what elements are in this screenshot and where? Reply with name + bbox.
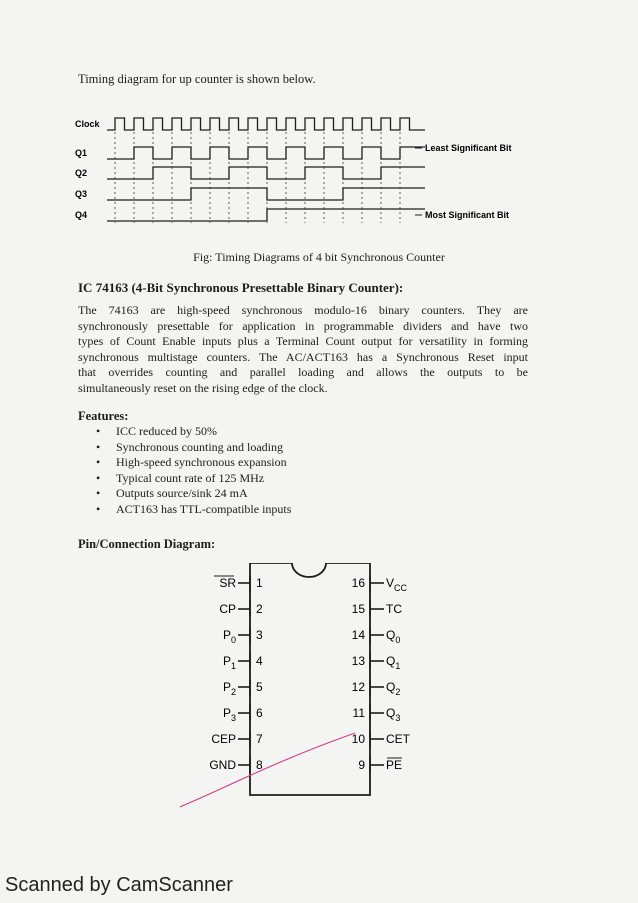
q3-waveform: [107, 188, 425, 200]
svg-text:8: 8: [256, 758, 263, 772]
pin-3: [223, 627, 263, 645]
svg-text:1: 1: [256, 576, 263, 590]
signal-label-q4: Q4: [75, 210, 88, 220]
pin-8: [209, 757, 263, 773]
svg-text:GND: GND: [209, 758, 236, 772]
paragraph-line: that overrides counting and parallel loading and allows the outputs to be: [78, 365, 528, 379]
signal-label-clock: Clock: [75, 119, 100, 129]
features-list: [96, 424, 291, 517]
pin-11: [353, 705, 401, 723]
pen-mark: [180, 733, 355, 811]
intro-text: Timing diagram for up counter is shown below.: [78, 72, 316, 86]
pin-4: [223, 653, 263, 671]
list-item: • High-speed synchronous expansion: [96, 455, 287, 469]
list-item: • Typical count rate of 125 MHz: [96, 470, 265, 485]
q4-waveform: [107, 209, 425, 221]
svg-text:16: 16: [351, 576, 365, 590]
svg-text:CEP: CEP: [211, 732, 236, 746]
pin-13: [352, 653, 401, 671]
svg-text:Q3: $Q_3$: [386, 706, 401, 723]
paragraph-line: The 74163 are high-speed synchronous modulo-16 binary counters. They are: [78, 303, 528, 317]
list-item: • ACT163 has TTL-compatible inputs: [96, 501, 292, 516]
svg-text:6: 6: [256, 706, 263, 720]
svg-text:3: 3: [256, 628, 263, 642]
svg-text:Q0: $Q_0$: [386, 628, 401, 645]
svg-text:2: 2: [256, 602, 263, 616]
scanner-watermark: Scanned by CamScanner: [5, 874, 233, 896]
svg-text:P1: $P_1$: [222, 654, 236, 671]
ic-body: [250, 563, 370, 795]
svg-text:CET: CET: [386, 732, 410, 746]
svg-text:4: 4: [256, 654, 263, 668]
section-heading: IC 74163 (4-Bit Synchronous Presettable Binary Counter):: [78, 280, 404, 295]
svg-text:TC: TC: [386, 602, 402, 616]
svg-text:P2: $P_2$: [222, 680, 236, 697]
svg-text:7: 7: [256, 732, 263, 746]
description-paragraph: [78, 303, 528, 396]
lsb-label: Least Significant Bit: [425, 143, 512, 153]
svg-text:11: 11: [352, 706, 365, 720]
paragraph-line: synchronous multistage counters. The AC/ACT163 has a Synchronous Reset input: [78, 349, 528, 364]
paragraph-line: types of Count Enable inputs plus a Terminal Count output for versatility in forming: [78, 334, 528, 348]
timing-diagram: [70, 108, 540, 228]
clock-waveform: [107, 118, 425, 130]
q2-waveform: [107, 167, 425, 179]
signal-label-q3: Q3: [75, 189, 88, 199]
figure-caption: Fig: Timing Diagrams of 4 bit Synchronous Counter: [193, 250, 445, 264]
pin-1: [214, 575, 263, 591]
q1-waveform: [107, 147, 425, 159]
svg-text:P3: $P_3$: [222, 706, 236, 723]
ic-pinout-diagram: [180, 563, 460, 863]
svg-text:SR: SR: [219, 576, 236, 590]
pin-5: [223, 679, 263, 697]
pin-15: [352, 601, 403, 617]
pin-6: [223, 705, 263, 723]
pin-10: [352, 731, 411, 747]
paragraph-line: simultaneously reset on the rising edge of the clock.: [78, 380, 328, 395]
pin-14: [352, 627, 401, 645]
svg-text:15: 15: [351, 602, 365, 616]
signal-label-q1: Q1: [75, 148, 88, 158]
svg-text:9: 9: [358, 758, 365, 772]
svg-text:PE: PE: [386, 758, 403, 772]
features-heading: Features:: [78, 409, 129, 423]
svg-text:5: 5: [256, 680, 263, 694]
pin-diagram-heading: Pin/Connection Diagram:: [78, 537, 216, 551]
svg-text:10: 10: [351, 732, 365, 746]
svg-text:Q1: $Q_1$: [386, 654, 401, 671]
svg-text:14: 14: [351, 628, 365, 642]
pin-7: [211, 731, 263, 747]
svg-text:Q2: $Q_2$: [386, 680, 401, 697]
list-item: • ICC reduced by 50%: [96, 424, 217, 438]
pin-12: [352, 679, 401, 697]
pin-9: [358, 757, 402, 773]
svg-text:CP: CP: [219, 602, 236, 616]
list-item: • Synchronous counting and loading: [96, 439, 283, 454]
svg-text:VCC: $V_{CC}$: [386, 576, 408, 593]
svg-text:12: 12: [351, 680, 365, 694]
signal-label-q2: Q2: [75, 168, 88, 178]
list-item: • Outputs source/sink 24 mA: [96, 486, 248, 500]
paragraph-line: synchronously presettable for application in programmable dividers and have two: [78, 318, 528, 333]
msb-label: Most Significant Bit: [425, 210, 509, 220]
pin-2: [219, 601, 263, 617]
svg-text:13: 13: [351, 654, 365, 668]
pin-16: [352, 575, 408, 593]
svg-text:P0: $P_0$: [222, 628, 236, 645]
